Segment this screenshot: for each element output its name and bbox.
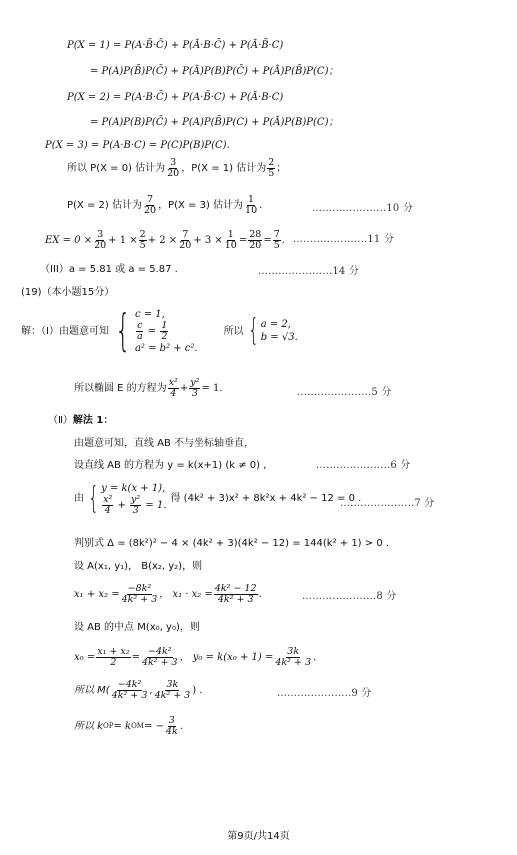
slope-line xyxy=(74,716,183,737)
denominator: 4k² + 3 xyxy=(154,689,191,701)
estimate-text: 所以 P(X = 0) 估计为 xyxy=(67,162,166,174)
denominator: a xyxy=(136,330,143,342)
numerator: c xyxy=(137,320,143,331)
equation-system xyxy=(135,308,198,355)
system-eq: a = 2, xyxy=(260,319,291,331)
numerator: 3 xyxy=(97,229,104,240)
px1-expanded-text: = P(A)P(B̄)P(C̄) + P(Ā)P(B)P(C̄) + P(Ā)P(B̄)P(C)； xyxy=(90,66,339,77)
numerator: 7 xyxy=(146,194,154,205)
part-i-system-line xyxy=(21,305,298,357)
subscript-om: OM xyxy=(131,721,144,730)
part-iii-answer: （III）a = 5.81 或 a = 5.87 . xyxy=(40,264,178,275)
fraction xyxy=(121,584,159,605)
denominator: 4k² + 3 xyxy=(275,656,312,668)
fraction xyxy=(93,230,107,251)
denominator: 5 xyxy=(268,167,275,179)
expectation-line xyxy=(45,230,285,251)
denominator: 2 xyxy=(110,656,117,668)
numerator: 4k² − 12 xyxy=(214,583,257,594)
denominator: 2 xyxy=(161,330,168,342)
fraction xyxy=(224,230,238,251)
fraction xyxy=(214,584,258,605)
numerator: y² xyxy=(131,494,141,505)
numerator: 7 xyxy=(273,229,280,240)
score-marker: ......................14 分 xyxy=(258,266,360,277)
numerator: 2 xyxy=(268,157,275,168)
fraction xyxy=(165,716,179,737)
punctuation: . xyxy=(258,588,262,600)
system-eq: a² = b² + c². xyxy=(134,342,198,354)
score-marker: ......................8 分 xyxy=(302,591,397,602)
estimate-text: ，P(X = 1) 估计为 xyxy=(181,162,267,174)
px1-expanded xyxy=(90,66,338,77)
discriminant-line: 判别式 Δ = (8k²)² − 4 × (4k² + 3)(4k² − 12) = 144(k² + 1) > 0 . xyxy=(74,538,390,549)
system-eq: $\frac{c}{a}$ = $\frac{1}{2}$ xyxy=(136,320,168,342)
fraction xyxy=(111,680,149,701)
ellipse-equation-line xyxy=(74,378,223,399)
equals: = xyxy=(263,234,272,246)
px1-expression: P(X = 1) = P(A·B̄·C̄) + P(Ā·B·C̄) + P(Ā·B̄·C) xyxy=(67,40,284,51)
therefore-text: 所以 xyxy=(223,325,244,337)
slope-label: 所以 k xyxy=(74,720,103,732)
denominator: 4 xyxy=(170,387,177,399)
denominator: 20 xyxy=(143,204,157,216)
fraction xyxy=(244,195,258,216)
fraction xyxy=(273,230,281,251)
ex-term: + 3 × xyxy=(193,234,223,246)
text-line: 由题意可知，直线 AB 不与坐标轴垂直， xyxy=(74,438,255,449)
fraction xyxy=(96,647,130,668)
points-line: 设 A(x₁, y₁)， B(x₂, y₂)，则 xyxy=(74,561,203,572)
denominator: 3 xyxy=(191,387,198,399)
fraction xyxy=(139,230,147,251)
brace-icon: { xyxy=(247,313,259,349)
method-1-label: 解法 1： xyxy=(72,415,114,426)
line-equation: 设直线 AB 的方程为 y = k(x+1) (k ≠ 0) , xyxy=(74,460,267,471)
score-marker: ......................7 分 xyxy=(340,498,435,509)
plus: + xyxy=(179,382,189,394)
system-substitution-line xyxy=(74,482,361,516)
system-eq: b = √3. xyxy=(260,332,298,344)
fraction xyxy=(178,230,192,251)
equals-minus: = − xyxy=(143,720,164,732)
estimate-text: P(X = 2) 估计为 xyxy=(67,199,142,211)
solution-system xyxy=(261,318,298,344)
estimate-line-2 xyxy=(67,195,262,216)
score-marker: ......................6 分 xyxy=(316,460,411,471)
px2-expanded-text: = P(A)P(B)P(C̄) + P(A)P(B̄)P(C) + P(Ā)P(B)P(C)； xyxy=(90,117,339,128)
punctuation: . xyxy=(179,720,183,732)
denominator: 4k² + 3 xyxy=(141,656,178,668)
ex-term: + 1 × xyxy=(108,234,138,246)
ex-term: EX = 0 × xyxy=(45,234,93,246)
denominator: 5 xyxy=(139,239,146,251)
numerator: x² xyxy=(168,377,178,388)
fraction xyxy=(274,647,312,668)
fraction xyxy=(143,195,157,216)
fraction xyxy=(141,647,179,668)
punctuation: . xyxy=(281,234,285,246)
px3-line xyxy=(45,140,230,151)
denominator: 4k² + 3 xyxy=(217,593,254,605)
numerator: 1 xyxy=(161,320,168,331)
numerator: 3 xyxy=(170,157,177,168)
punctuation: ； xyxy=(276,162,287,174)
px1-line xyxy=(67,40,283,51)
subscript-op: OP xyxy=(102,721,114,730)
numerator: 1 xyxy=(248,194,255,205)
numerator: 3 xyxy=(168,715,175,726)
system-eq: $\frac{\text{x²}}{4}$ + $\frac{\text{y²}}{3}$ = 1. xyxy=(103,494,167,516)
punctuation: . xyxy=(313,651,317,663)
score-marker: ......................11 分 xyxy=(293,234,395,245)
denominator: 4k² + 3 xyxy=(111,689,148,701)
numerator: x₁ + x₂ xyxy=(97,646,130,657)
punctuation: . xyxy=(259,199,263,211)
estimate-text: ，P(X = 3) 估计为 xyxy=(158,199,244,211)
estimate-line-1 xyxy=(67,158,286,179)
numerator: 3k xyxy=(287,646,300,657)
vieta-line xyxy=(74,584,262,605)
midpoint-line: 设 AB 的中点 M(x₀, y₀)，则 xyxy=(74,622,200,633)
denominator: 20 xyxy=(167,167,180,179)
numerator: −8k² xyxy=(127,583,152,594)
denominator: 10 xyxy=(245,204,258,216)
px2-expression: P(X = 2) = P(A·B·C̄) + P(A·B̄·C) + P(Ā·B·C) xyxy=(67,92,284,103)
denominator: 20 xyxy=(179,239,192,251)
sum-label: x₁ + x₂ = xyxy=(74,588,120,600)
point-m-line xyxy=(74,680,202,701)
midpoint-coords-line xyxy=(74,647,316,668)
y0-label: ， y₀ = k(x₀ + 1) = xyxy=(179,651,274,663)
equals-one: = 1. xyxy=(201,382,223,394)
numerator: y² xyxy=(190,377,200,388)
numerator: 28 xyxy=(249,229,262,240)
px3-expression: P(X = 3) = P(A·B·C) = P(C)P(B)P(C). xyxy=(45,140,230,151)
page-footer: 第9页/共14页 xyxy=(227,831,290,842)
ellipse-text: 所以椭圆 E 的方程为 xyxy=(74,382,167,394)
product-label: ， x₁ · x₂ = xyxy=(159,588,213,600)
quadratic-equation: 得 (4k² + 3)x² + 8k²x + 4k² − 12 = 0 . xyxy=(170,493,362,505)
system-eq: c = 1, xyxy=(134,309,165,320)
part-ii-label: （Ⅱ） xyxy=(48,415,73,426)
equation-system xyxy=(101,482,166,516)
px2-expanded xyxy=(90,117,338,128)
denominator: 3 xyxy=(132,504,139,516)
fraction xyxy=(168,378,179,399)
denominator: 4 xyxy=(104,504,111,516)
part-ii-heading xyxy=(48,415,113,426)
punctuation: ) . xyxy=(192,684,203,696)
problem-19-heading: (19)（本小题15分） xyxy=(21,287,115,298)
numerator: x² xyxy=(103,494,113,505)
denominator: 10 xyxy=(224,239,237,251)
x0-label: x₀ = xyxy=(74,651,96,663)
equals-one: = 1. xyxy=(145,499,167,511)
denominator: 20 xyxy=(94,239,107,251)
brace-icon: { xyxy=(115,305,131,357)
numerator: −4k² xyxy=(117,679,142,690)
numerator: 1 xyxy=(227,229,234,240)
score-marker: ......................5 分 xyxy=(297,387,392,398)
score-marker: ......................9 分 xyxy=(277,688,372,699)
px2-line xyxy=(67,92,283,103)
fraction xyxy=(267,158,275,179)
denominator: 20 xyxy=(249,239,262,251)
numerator: 7 xyxy=(182,229,189,240)
denominator: 4k² + 3 xyxy=(121,593,158,605)
fraction xyxy=(154,680,192,701)
score-marker: ......................10 分 xyxy=(312,203,414,214)
fraction xyxy=(189,378,200,399)
slope-equals: = k xyxy=(113,720,132,732)
m-label: 所以 M( xyxy=(74,684,110,696)
brace-icon: { xyxy=(88,480,99,516)
fraction xyxy=(166,158,180,179)
from-text: 由 xyxy=(74,493,84,505)
ex-term: + 2 × xyxy=(147,234,178,246)
denominator: 5 xyxy=(273,239,280,251)
equals: = xyxy=(238,234,248,246)
comma: , xyxy=(149,684,153,696)
system-eq: y = k(x + 1), xyxy=(101,483,166,494)
numerator: −4k² xyxy=(147,646,172,657)
numerator: 2 xyxy=(139,229,146,240)
equals: = xyxy=(131,651,140,663)
denominator: 4k xyxy=(165,725,178,737)
fraction xyxy=(248,230,262,251)
numerator: 3k xyxy=(166,679,179,690)
part-i-label: 解：（Ⅰ）由题意可知 xyxy=(21,325,109,337)
